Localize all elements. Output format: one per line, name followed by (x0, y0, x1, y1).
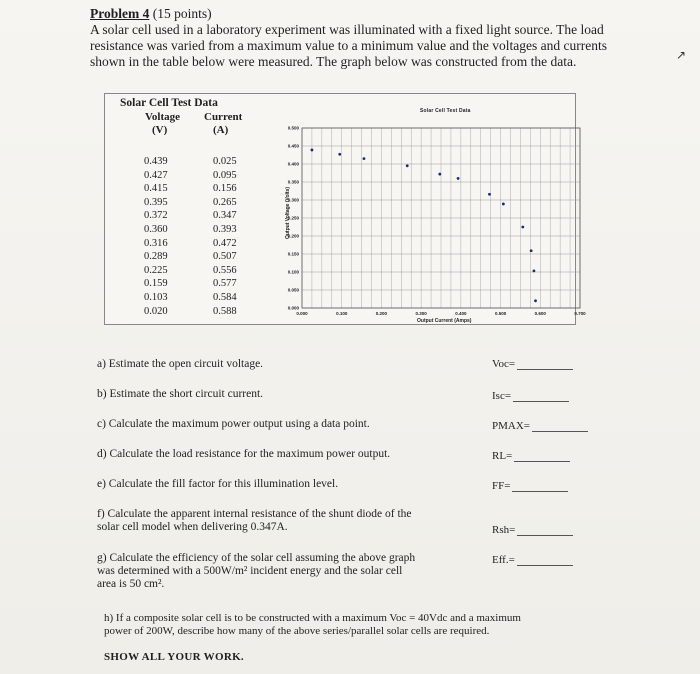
data-point (533, 270, 536, 273)
y-tick-label: 0.100 (287, 269, 299, 275)
answer-rl-label: RL= (492, 450, 513, 462)
voltage-header: Voltage (145, 111, 181, 123)
current-cell: 0.577 (213, 278, 237, 290)
voltage-cell: 0.159 (144, 278, 168, 290)
data-point (488, 193, 491, 196)
y-tick-label: 0.450 (287, 143, 299, 149)
answer-rl-blank[interactable] (514, 461, 570, 462)
problem-text-line-3: shown in the table below were measured. The graph below was constructed from the data. (90, 54, 577, 69)
problem-header (90, 6, 650, 70)
answer-rsh-blank[interactable] (517, 535, 573, 536)
voltage-cell: 0.020 (144, 305, 168, 317)
voltage-cell: 0.395 (144, 196, 168, 208)
x-tick-label: 0.300 (415, 311, 427, 316)
current-cell: 0.588 (213, 305, 237, 317)
answer-ff-blank[interactable] (512, 491, 568, 492)
question-f-line-2: solar cell model when delivering 0.347A. (97, 521, 288, 533)
chart-x-axis-label: Output Current (Amps) (417, 318, 472, 324)
question-f-line-1: f) Calculate the apparent internal resistance of the shunt diode of the (97, 508, 412, 520)
data-point (363, 157, 366, 160)
current-cell: 0.156 (213, 183, 237, 195)
y-tick-label: 0.050 (287, 287, 299, 293)
current-cell: 0.584 (213, 291, 237, 303)
current-cell: 0.025 (213, 156, 237, 167)
answer-pmax-label: PMAX= (492, 420, 530, 432)
voltage-cell: 0.316 (144, 237, 168, 249)
current-cell: 0.265 (213, 196, 237, 208)
x-tick-label: 0.700 (574, 311, 586, 316)
chart-title: Solar Cell Test Data (420, 108, 471, 114)
x-tick-label: 0.600 (534, 311, 546, 316)
x-tick-label: 0.100 (336, 311, 348, 316)
show-work-instruction: SHOW ALL YOUR WORK. (104, 651, 244, 663)
voltage-cell: 0.439 (144, 156, 168, 167)
answer-voc-blank[interactable] (517, 369, 573, 370)
voltage-cell: 0.289 (144, 251, 168, 263)
question-d: d) Calculate the load resistance for the maximum power output. (97, 448, 391, 460)
current-cell: 0.393 (213, 223, 237, 235)
answer-eff[interactable] (492, 554, 573, 566)
data-point (406, 164, 409, 167)
answer-isc[interactable] (492, 390, 569, 402)
data-point (338, 153, 341, 156)
chart-y-axis-label: Output Voltage (Volts) (285, 186, 292, 240)
x-tick-label: 0.500 (494, 311, 507, 316)
question-b: b) Estimate the short circuit current. (97, 388, 264, 400)
question-e: e) Calculate the fill factor for this illumination level. (97, 478, 339, 490)
question-a: a) Estimate the open circuit voltage. (97, 358, 264, 370)
data-point (502, 203, 505, 206)
data-point (534, 299, 537, 302)
voltage-cell: 0.427 (144, 169, 168, 181)
question-h-line-1: h) If a composite solar cell is to be constructed with a maximum Voc = 40Vdc and a maximum (104, 612, 521, 624)
answer-ff-label: FF= (492, 480, 511, 492)
voltage-column (144, 155, 168, 318)
y-tick-label: 0.150 (287, 251, 299, 257)
voltage-cell: 0.372 (144, 210, 168, 222)
question-f (97, 508, 412, 534)
current-header: Current (204, 111, 243, 123)
answer-rsh[interactable] (492, 524, 573, 536)
problem-text-line-1: A solar cell used in a laboratory experiment was illuminated with a fixed light source. The load (90, 22, 604, 37)
current-cell: 0.472 (213, 237, 237, 249)
data-table (104, 93, 272, 325)
answer-rl[interactable] (492, 450, 570, 462)
question-h-line-2: power of 200W, describe how many of the above series/parallel solar cells are required. (104, 625, 490, 637)
current-unit: (A) (213, 124, 229, 136)
y-tick-label: 0.350 (287, 179, 299, 185)
question-c: c) Calculate the maximum power output using a data point. (97, 418, 370, 430)
problem-points: (15 points) (152, 6, 212, 21)
answer-isc-blank[interactable] (513, 401, 569, 402)
voltage-unit: (V) (152, 124, 168, 136)
y-tick-label: 0.000 (287, 305, 299, 311)
question-g-line-1: g) Calculate the efficiency of the solar cell assuming the above graph (97, 552, 416, 564)
x-tick-label: 0.400 (455, 311, 467, 316)
question-h (104, 612, 624, 638)
question-g-line-2: was determined with a 500W/m² incident energy and the solar cell (97, 565, 403, 577)
y-tick-label: 0.300 (287, 197, 299, 203)
chart-plot (280, 120, 585, 320)
question-g-line-3: area is 50 cm². (97, 578, 165, 590)
y-tick-label: 0.250 (287, 215, 299, 221)
answer-voc[interactable] (492, 358, 573, 370)
data-point (438, 173, 441, 176)
data-point (457, 177, 460, 180)
x-tick-label: 0.000 (296, 311, 308, 316)
table-title: Solar Cell Test Data (120, 97, 218, 109)
margin-arrow-mark: ↗ (676, 48, 687, 62)
x-tick-label: 0.200 (375, 311, 388, 316)
answer-eff-blank[interactable] (517, 565, 573, 566)
data-point (521, 226, 524, 229)
y-tick-label: 0.400 (287, 161, 299, 167)
problem-title: Problem 4 (90, 6, 150, 21)
answer-ff[interactable] (492, 480, 568, 492)
y-tick-label: 0.200 (287, 233, 299, 239)
answer-rsh-label: Rsh= (492, 524, 516, 536)
answer-eff-label: Eff.= (492, 554, 515, 566)
answer-pmax-blank[interactable] (532, 431, 588, 432)
answer-isc-label: Isc= (492, 390, 512, 402)
y-tick-label: 0.500 (287, 125, 299, 131)
question-g (97, 552, 415, 591)
voltage-cell: 0.103 (144, 291, 168, 303)
voltage-cell: 0.360 (144, 223, 168, 235)
answer-voc-label: Voc= (492, 358, 516, 370)
data-point (530, 249, 533, 252)
problem-text-line-2: resistance was varied from a maximum value to a minimum value and the voltages and currents (90, 38, 607, 53)
current-cell: 0.095 (213, 169, 237, 181)
current-cell: 0.556 (213, 264, 237, 276)
answer-pmax[interactable] (492, 420, 588, 432)
current-cell: 0.507 (213, 251, 237, 263)
voltage-cell: 0.225 (144, 264, 168, 276)
current-cell: 0.347 (213, 210, 237, 222)
current-column (213, 155, 237, 318)
data-point (311, 149, 314, 152)
voltage-cell: 0.415 (144, 183, 168, 195)
